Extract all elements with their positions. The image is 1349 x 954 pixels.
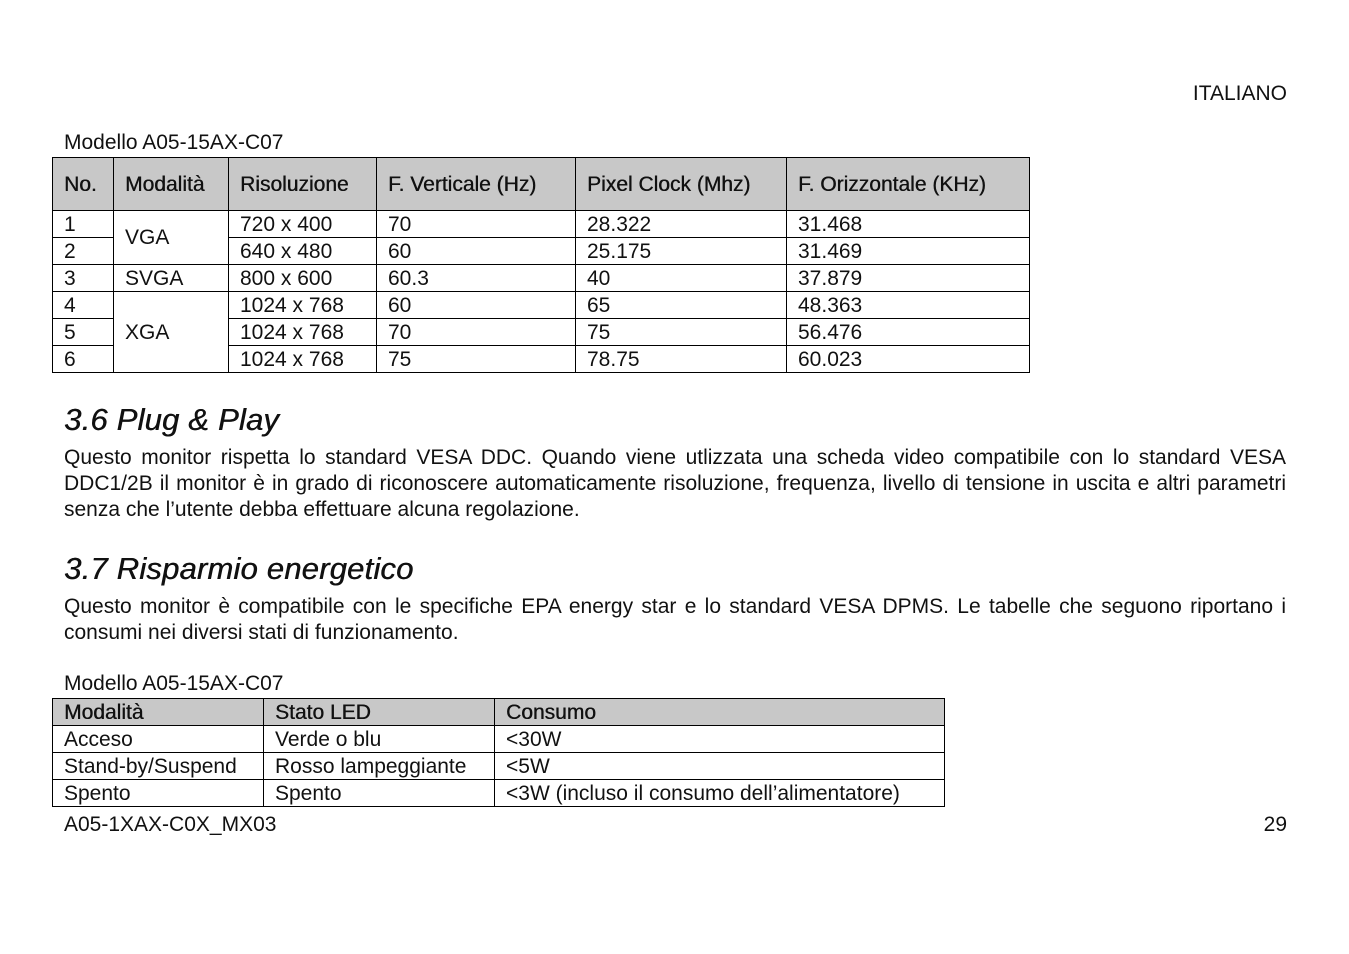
header-mode	[114, 158, 229, 211]
cell-hfreq: 56.476	[787, 319, 1030, 346]
cell-mode: Acceso	[53, 726, 264, 753]
cell-pixel-clock: 65	[576, 292, 787, 319]
cell-pixel-clock: 40	[576, 265, 787, 292]
header-led-state: Stato LED	[264, 699, 495, 726]
cell-no: 4	[53, 292, 114, 319]
cell-resolution: 1024 x 768	[229, 319, 377, 346]
header-mode: Modalità	[53, 699, 264, 726]
cell-vfreq: 60.3	[377, 265, 576, 292]
cell-no: 5	[53, 319, 114, 346]
cell-consumption: <3W (incluso il consumo dell’alimentatore)	[495, 780, 945, 807]
cell-consumption: <5W	[495, 753, 945, 780]
header-mode-text: Modalità	[125, 172, 205, 196]
cell-no: 1	[53, 211, 114, 238]
power-consumption-table	[52, 698, 945, 807]
cell-vfreq: 60	[377, 238, 576, 265]
header-hfreq: F. Orizzontale (KHz)	[787, 158, 1030, 211]
header-resolution	[229, 158, 377, 211]
cell-consumption: <30W	[495, 726, 945, 753]
header-resolution-text: Risoluzione	[240, 172, 349, 196]
section-body-plug-and-play: Questo monitor rispetta lo standard VESA DDC. Quando viene utlizzata una scheda video compatibile con lo standard VESA DDC1/2B il monitor è in grado di riconoscere automaticamente risoluzione, frequenza, livello di tensione in uscita e altri parametri senza che l’utente debba effettuare alcuna regolazione.	[64, 446, 1286, 521]
section-heading-energy-saving: 3.7 Risparmio energetico	[64, 551, 414, 586]
cell-led-state: Rosso lampeggiante	[264, 753, 495, 780]
cell-resolution: 800 x 600	[229, 265, 377, 292]
cell-resolution: 1024 x 768	[229, 292, 377, 319]
cell-mode: XGA	[114, 292, 229, 373]
cell-vfreq: 70	[377, 319, 576, 346]
header-vfreq: F. Verticale (Hz)	[377, 158, 576, 211]
cell-resolution: 640 x 480	[229, 238, 377, 265]
cell-no: 6	[53, 346, 114, 373]
cell-pixel-clock: 28.322	[576, 211, 787, 238]
cell-pixel-clock: 78.75	[576, 346, 787, 373]
cell-mode: VGA	[114, 211, 229, 265]
cell-mode: Spento	[53, 780, 264, 807]
cell-pixel-clock: 25.175	[576, 238, 787, 265]
cell-led-state: Spento	[264, 780, 495, 807]
cell-resolution: 1024 x 768	[229, 346, 377, 373]
section-heading-plug-and-play: 3.6 Plug & Play	[64, 402, 279, 437]
language-label: ITALIANO	[1192, 82, 1287, 105]
cell-vfreq: 75	[377, 346, 576, 373]
cell-hfreq: 31.469	[787, 238, 1030, 265]
header-pixel-clock: Pixel Clock (Mhz)	[576, 158, 787, 211]
cell-hfreq: 37.879	[787, 265, 1030, 292]
display-modes-table	[52, 157, 1030, 373]
cell-no: 2	[53, 238, 114, 265]
cell-pixel-clock: 75	[576, 319, 787, 346]
table-row	[53, 726, 945, 753]
cell-resolution: 720 x 400	[229, 211, 377, 238]
table-header-row	[53, 699, 945, 726]
section-body-energy-saving: Questo monitor è compatibile con le specifiche EPA energy star e lo standard VESA DPMS. Le tabelle che seguono riportano i consumi nei diversi stati di funzionamento.	[64, 595, 1286, 644]
mode-table-caption: Modello A05-15AX-C07	[64, 131, 284, 154]
cell-vfreq: 60	[377, 292, 576, 319]
table-row	[53, 753, 945, 780]
cell-mode: Stand-by/Suspend	[53, 753, 264, 780]
cell-mode: SVGA	[114, 265, 229, 292]
table-row	[53, 292, 1030, 319]
cell-no: 3	[53, 265, 114, 292]
cell-hfreq: 31.468	[787, 211, 1030, 238]
document-code: A05-1XAX-C0X_MX03	[64, 813, 277, 836]
table-header-row	[53, 158, 1030, 211]
table-row	[53, 265, 1030, 292]
cell-hfreq: 48.363	[787, 292, 1030, 319]
table-row	[53, 211, 1030, 238]
cell-vfreq: 70	[377, 211, 576, 238]
header-consumption: Consumo	[495, 699, 945, 726]
table-row	[53, 780, 945, 807]
power-table-caption: Modello A05-15AX-C07	[64, 672, 284, 695]
header-no: No.	[53, 158, 114, 211]
cell-led-state: Verde o blu	[264, 726, 495, 753]
page-number: 29	[1263, 813, 1287, 836]
cell-hfreq: 60.023	[787, 346, 1030, 373]
